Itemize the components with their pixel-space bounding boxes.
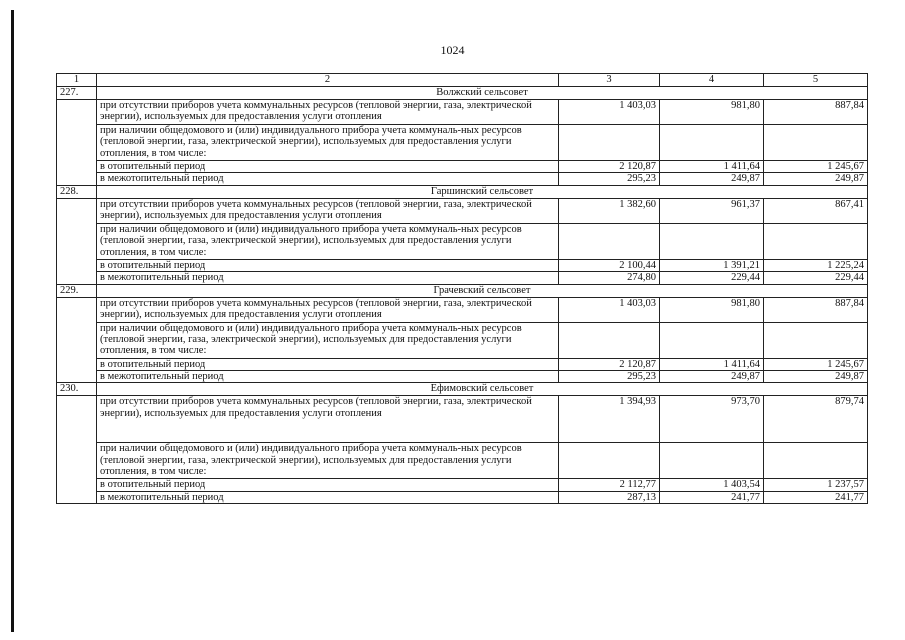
row-description: при отсутствии приборов учета коммунальных ресурсов (тепловой энергии, газа, электрической энергии), используемых для предоставления услуги отопления [97,100,559,125]
value-cell: 2 120,87 [559,161,660,173]
value-cell: 295,23 [559,173,660,185]
table-row [57,272,868,284]
row-description: при отсутствии приборов учета коммунальных ресурсов (тепловой энергии, газа, электрической энергии), используемых для предоставления услуги отопления [97,198,559,223]
row-description: при наличии общедомового и (или) индивидуального прибора учета коммуналь-ных ресурсов (тепловой энергии, газа, электрической энергии), используемых для предоставления услуги отопления, в том числе: [97,322,559,358]
row-description: в межотопительный период [97,173,559,185]
header-cell: 5 [764,74,868,87]
table-row [57,371,868,383]
value-cell: 1 403,03 [559,100,660,125]
value-cell: 1 225,24 [764,259,868,271]
value-cell: 1 411,64 [660,161,764,173]
table-row [57,297,868,322]
value-cell: 879,74 [764,396,868,443]
section-block [57,185,868,284]
header-cell: 3 [559,74,660,87]
value-cell: 887,84 [764,297,868,322]
header-cell: 4 [660,74,764,87]
value-cell: 1 403,03 [559,297,660,322]
value-cell: 229,44 [764,272,868,284]
section-number: 230. [57,383,97,396]
section-number: 227. [57,87,97,100]
row-description: в отопительный период [97,479,559,491]
value-cell: 229,44 [660,272,764,284]
value-cell: 1 394,93 [559,396,660,443]
table-row [57,322,868,358]
section-number: 229. [57,284,97,297]
table-row [57,125,868,161]
value-cell: 1 237,57 [764,479,868,491]
header-row [57,74,868,87]
row-description: в отопительный период [97,161,559,173]
value-cell: 961,37 [660,198,764,223]
table-row [57,443,868,479]
value-cell: 241,77 [764,491,868,503]
value-cell: 249,87 [764,173,868,185]
value-cell: 1 382,60 [559,198,660,223]
value-cell: 1 391,21 [660,259,764,271]
section-title-row [57,87,868,100]
table-row [57,173,868,185]
value-cell: 2 112,77 [559,479,660,491]
section-title: Гаршинский сельсовет [97,185,868,198]
section-block [57,383,868,504]
row-description: при наличии общедомового и (или) индивидуального прибора учета коммуналь-ных ресурсов (тепловой энергии, газа, электрической энергии), используемых для предоставления услуги отопления, в том числе: [97,443,559,479]
value-cell: 249,87 [660,371,764,383]
value-cell: 981,80 [660,297,764,322]
value-cell: 287,13 [559,491,660,503]
table-row [57,161,868,173]
value-cell: 249,87 [660,173,764,185]
value-cell: 1 245,67 [764,358,868,370]
section-title: Волжский сельсовет [97,87,868,100]
value-cell: 249,87 [764,371,868,383]
header-cell: 2 [97,74,559,87]
section-number: 228. [57,185,97,198]
row-description: при наличии общедомового и (или) индивидуального прибора учета коммуналь-ных ресурсов (тепловой энергии, газа, электрической энергии), используемых для предоставления услуги отопления, в том числе: [97,223,559,259]
row-description: в межотопительный период [97,371,559,383]
value-cell: 1 411,64 [660,358,764,370]
header-cell: 1 [57,74,97,87]
tariff-table [56,73,868,504]
row-description: при отсутствии приборов учета коммунальных ресурсов (тепловой энергии, газа, электрической энергии), используемых для предоставления услуги отопления [97,297,559,322]
value-cell: 973,70 [660,396,764,443]
row-description: в межотопительный период [97,491,559,503]
section-title: Грачевский сельсовет [97,284,868,297]
table-row [57,491,868,503]
value-cell: 1 403,54 [660,479,764,491]
table-row [57,358,868,370]
value-cell: 887,84 [764,100,868,125]
table-row [57,223,868,259]
row-description: в отопительный период [97,358,559,370]
value-cell: 2 100,44 [559,259,660,271]
section-block [57,87,868,186]
row-description: при наличии общедомового и (или) индивидуального прибора учета коммуналь-ных ресурсов (тепловой энергии, газа, электрической энергии), используемых для предоставления услуги отопления, в том числе: [97,125,559,161]
scan-edge-line [11,10,14,632]
value-cell: 867,41 [764,198,868,223]
table-row [57,100,868,125]
value-cell: 981,80 [660,100,764,125]
row-description: в межотопительный период [97,272,559,284]
section-title-row [57,284,868,297]
value-cell: 1 245,67 [764,161,868,173]
row-description: в отопительный период [97,259,559,271]
value-cell: 295,23 [559,371,660,383]
section-title: Ефимовский сельсовет [97,383,868,396]
value-cell: 274,80 [559,272,660,284]
table-row [57,396,868,443]
row-description: при отсутствии приборов учета коммунальных ресурсов (тепловой энергии, газа, электрической энергии), используемых для предоставления услуги отопления [97,396,559,443]
table-row [57,479,868,491]
table-row [57,259,868,271]
section-title-row [57,185,868,198]
value-cell: 2 120,87 [559,358,660,370]
page-number: 1024 [440,43,465,57]
section-title-row [57,383,868,396]
value-cell: 241,77 [660,491,764,503]
section-block [57,284,868,383]
table-row [57,198,868,223]
